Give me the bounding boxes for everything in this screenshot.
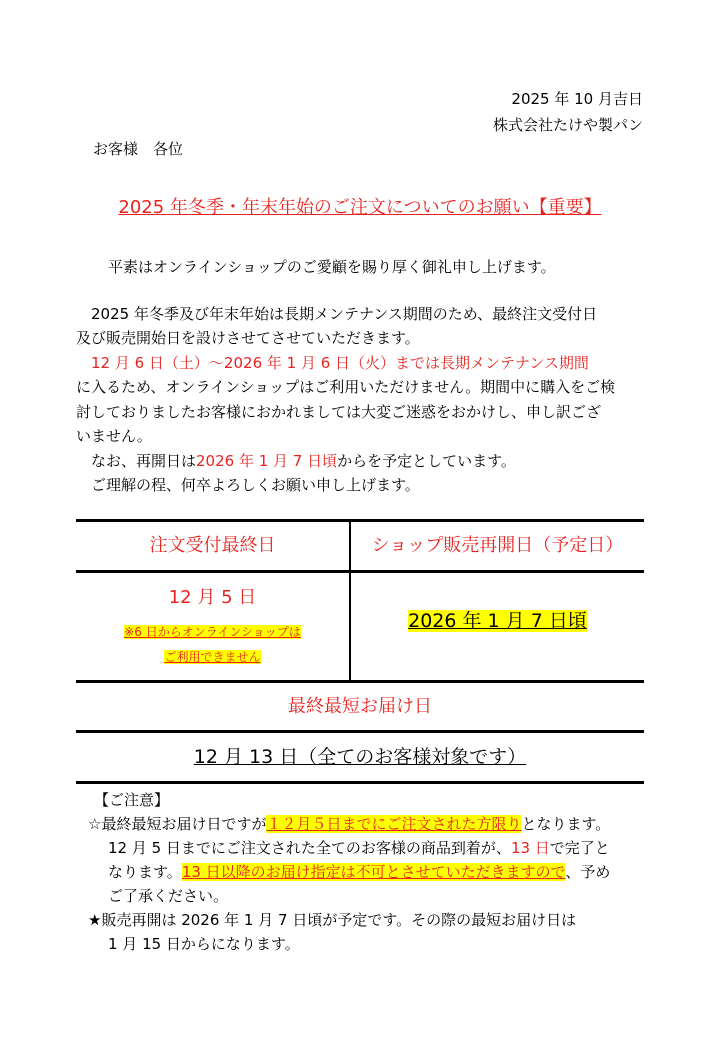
note2-line2: 1 月 15 日からになります。 xyxy=(108,935,300,953)
table-border-row1 xyxy=(76,570,644,573)
company-name: 株式会社たけや製パン xyxy=(492,116,643,134)
note1-line2 xyxy=(108,837,610,859)
table-border-top xyxy=(76,519,644,522)
maintenance-period-text: 12 月 6 日（土）～2026 年 1 月 6 日（火）までは長期メンテナンス期間 xyxy=(91,354,589,372)
order-deadline-note-1: ※6 日からオンラインショップは xyxy=(124,625,301,639)
paragraph2-line2: に入るため、オンラインショップはご利用いただけません。期間中に購入をご検 xyxy=(76,378,616,396)
addressee: お客様 各位 xyxy=(93,140,184,158)
document-date: 2025 年 10 月吉日 xyxy=(511,90,643,108)
note1-suffix: となります。 xyxy=(521,815,611,833)
note1-line2-red: 13 日 xyxy=(510,839,550,857)
order-deadline-note-2-wrap xyxy=(76,648,349,666)
document-title: 2025 年冬季・年末年始のご注文についてのお願い【重要】 xyxy=(118,197,602,218)
table-border-row3 xyxy=(76,730,644,733)
note1-line2-prefix: 12 月 5 日までにご注文された全てのお客様の商品到着が、 xyxy=(108,839,511,857)
note1-line4: ご了承ください。 xyxy=(108,887,229,905)
document-title-wrap xyxy=(0,195,720,221)
paragraph2-line4: いません。 xyxy=(76,427,152,445)
reopen-line xyxy=(91,450,661,472)
note1-highlight: １２月５日までにご注文された方限り xyxy=(266,815,522,833)
order-deadline-value: 12 月 5 日 xyxy=(168,587,257,608)
table-border-row2 xyxy=(76,680,644,683)
note1-prefix: ☆最終最短お届け日ですが xyxy=(88,815,267,833)
note1-line3 xyxy=(108,861,610,883)
note1-line1 xyxy=(88,813,610,835)
notes-heading: 【ご注意】 xyxy=(94,791,170,809)
delivery-header: 最終最短お届け日 xyxy=(288,696,432,717)
table-border-bottom xyxy=(76,781,644,784)
order-deadline-note-2: ご利用できません xyxy=(164,650,261,664)
note1-line3-prefix: なります。 xyxy=(108,863,182,881)
paragraph1-line2: 及び販売開始日を設けさせてさせていただきます。 xyxy=(76,329,420,347)
order-deadline-header: 注文受付最終日 xyxy=(149,535,276,556)
shop-reopen-value: 2026 年 1 月 7 日頃 xyxy=(408,610,587,632)
greeting-text: 平素はオンラインショップのご愛顧を賜り厚く御礼申し上げます。 xyxy=(108,258,556,276)
delivery-value: 12 月 13 日（全てのお客様対象です） xyxy=(193,746,527,768)
note2-line1: ★販売再開は 2026 年 1 月 7 日頃が予定です。その際の最短お届け日は xyxy=(88,911,577,929)
shop-reopen-header: ショップ販売再開日（予定日） xyxy=(371,535,624,556)
closing-text: ご理解の程、何卒よろしくお願い申し上げます。 xyxy=(91,476,420,494)
reopen-date: 2026 年 1 月 7 日頃 xyxy=(196,452,338,470)
reopen-prefix: なお、再開日は xyxy=(91,452,197,470)
note1-line3-suffix: 、予め xyxy=(565,863,611,881)
reopen-suffix: からを予定としています。 xyxy=(337,452,516,470)
note1-line2-suffix: で完了と xyxy=(549,839,610,857)
note1-line3-highlight: 13 日以降のお届け指定は不可とさせていただきますので xyxy=(181,863,566,881)
paragraph2-line3: 討しておりましたお客様におかれましては大変ご迷惑をおかけし、申し訳ござ xyxy=(76,403,602,421)
paragraph1-line1: 2025 年冬季及び年末年始は長期メンテナンス期間のため、最終注文受付日 xyxy=(91,305,598,323)
delivery-value-wrap xyxy=(76,743,644,771)
order-deadline-note-1-wrap xyxy=(76,623,349,641)
shop-reopen-value-wrap xyxy=(351,607,644,635)
